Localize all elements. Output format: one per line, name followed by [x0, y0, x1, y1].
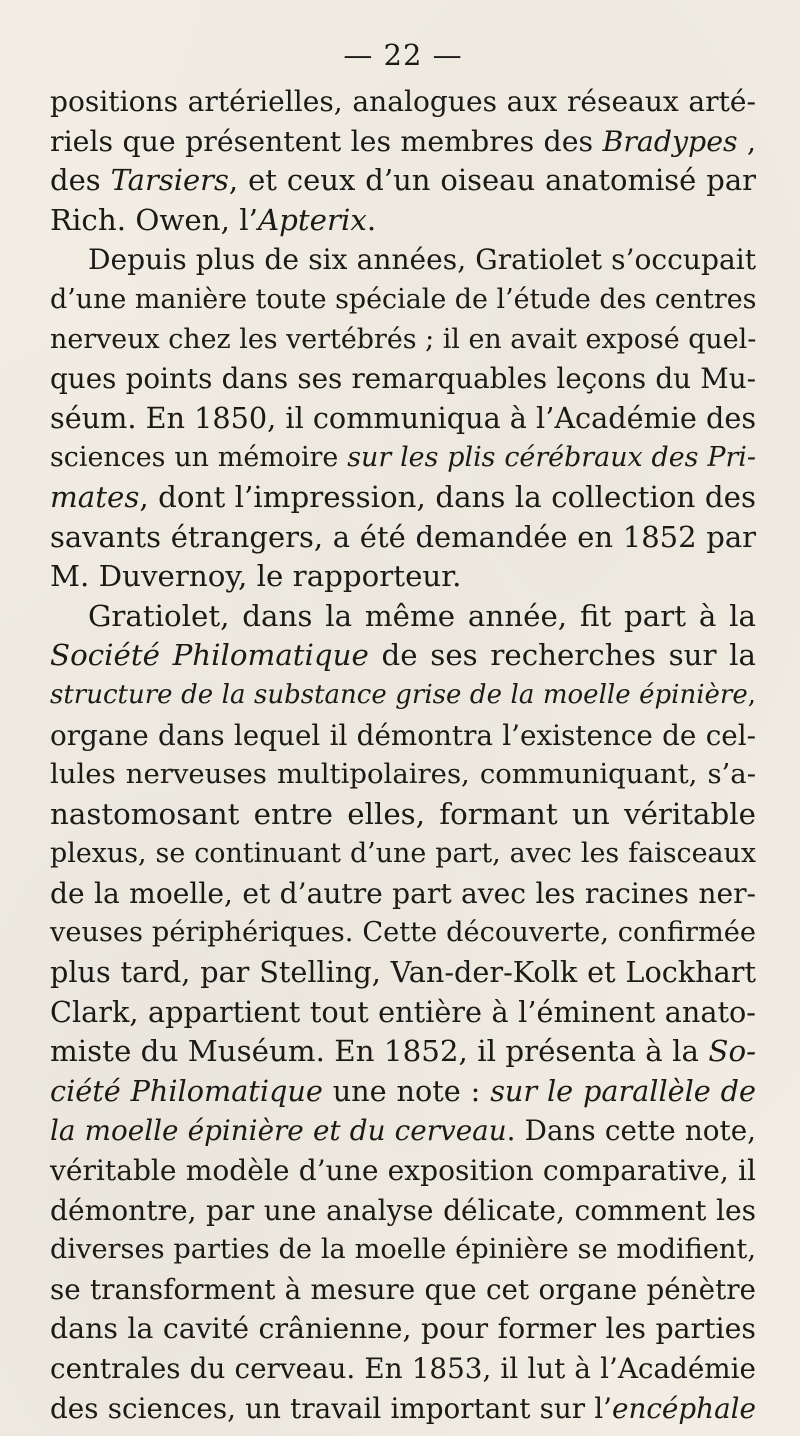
- text-line: [50, 1111, 756, 1151]
- text-line: [50, 399, 756, 439]
- roman-text: Gratiolet, dans la même année, fit part à la: [88, 598, 756, 633]
- body-text: [50, 82, 756, 1428]
- italic-text: sur les plis cérébraux des Pri-: [347, 442, 756, 474]
- text-line: [50, 122, 756, 162]
- italic-text: encéphale: [612, 1391, 756, 1425]
- roman-text: , et ceux d’un oiseau anatomisé par: [228, 163, 756, 198]
- italic-text: structure de la substance grise de la moelle épinière: [50, 679, 748, 710]
- roman-text: nastomosant entre elles, formant un véritable: [50, 796, 756, 831]
- roman-text: ,: [747, 679, 756, 710]
- roman-text: Rich. Owen, l’: [50, 202, 258, 237]
- roman-text: miste du Muséum. En 1852, il présenta à la: [50, 1034, 709, 1069]
- italic-text: sur le parallèle de: [490, 1073, 756, 1108]
- text-line: [50, 755, 756, 795]
- italic-text: Apterix: [257, 202, 367, 237]
- text-line: [50, 993, 756, 1033]
- roman-text: savants étrangers, a été demandée en 1852 par: [50, 519, 756, 554]
- roman-text: organe dans lequel il démontra l’existence de cel-: [50, 718, 756, 752]
- roman-text: centrales du cerveau. En 1853, il lut à l’Académie: [50, 1352, 756, 1385]
- text-line: [50, 1032, 756, 1072]
- roman-text: riels que présentent les membres des: [50, 124, 603, 158]
- text-line: [50, 320, 756, 360]
- text-line: [50, 676, 756, 716]
- roman-text: ,: [737, 124, 756, 158]
- italic-text: So-: [708, 1034, 756, 1069]
- roman-text: se transforment à mesure que cet organe pénètre: [50, 1272, 756, 1306]
- roman-text: séum. En 1850, il communiqua à l’Académie des: [50, 400, 757, 435]
- page-number: — 22 —: [343, 38, 463, 72]
- roman-text: nerveux chez les vertébrés ; il en avait exposé quel-: [50, 323, 757, 355]
- italic-text: Bradypes: [602, 124, 738, 158]
- roman-text: . Dans cette note,: [506, 1114, 756, 1148]
- roman-text: .: [366, 202, 377, 237]
- italic-text: Tarsiers: [110, 163, 229, 198]
- text-line: [50, 240, 756, 280]
- text-line: [50, 478, 756, 518]
- roman-text: des sciences, un travail important sur l’: [50, 1391, 613, 1425]
- roman-text: Clark, appartient tout entière à l’éminent anato-: [50, 994, 756, 1029]
- text-line: [50, 913, 756, 953]
- roman-text: une note :: [322, 1073, 491, 1108]
- text-line: [50, 82, 756, 122]
- text-line: [50, 953, 756, 993]
- text-line: [50, 438, 756, 478]
- roman-text: Depuis plus de six années, Gratiolet s’occupait: [88, 243, 756, 277]
- text-line: [50, 1309, 756, 1349]
- text-line: [50, 1230, 756, 1270]
- roman-text: démontre, par une analyse délicate, comment les: [50, 1193, 756, 1227]
- roman-text: de la moelle, et d’autre part avec les racines ner-: [50, 876, 756, 910]
- roman-text: diverses parties de la moelle épinière se modifient,: [50, 1234, 756, 1266]
- text-line: [50, 161, 756, 201]
- roman-text: ques points dans ses remarquables leçons du Mu-: [50, 362, 756, 396]
- roman-text: lules nerveuses multipolaires, communiquant, s’a-: [50, 758, 756, 791]
- text-line: [50, 636, 756, 676]
- roman-text: véritable modèle d’une exposition comparative, il: [50, 1154, 756, 1188]
- roman-text: plexus, se continuant d’une part, avec les faisceaux: [50, 838, 756, 870]
- text-line: [50, 1389, 756, 1429]
- roman-text: , dont l’impression, dans la collection des: [139, 479, 756, 514]
- text-line: [50, 1270, 756, 1310]
- text-line: [50, 280, 756, 320]
- roman-text: de ses recherches sur la: [368, 638, 757, 673]
- roman-text: dans la cavité crânienne, pour former les parties: [50, 1312, 756, 1346]
- italic-text: la moelle épinière et du cerveau: [50, 1114, 507, 1148]
- text-line: [50, 518, 756, 558]
- roman-text: d’une manière toute spéciale de l’étude des centres: [50, 283, 757, 315]
- roman-text: des: [50, 163, 111, 198]
- roman-text: sciences un mémoire: [50, 442, 348, 474]
- italic-text: ciété Philomatique: [50, 1073, 323, 1108]
- text-line: [50, 834, 756, 874]
- text-line: [50, 1349, 756, 1389]
- text-line: [50, 1191, 756, 1231]
- text-line: [50, 201, 756, 241]
- text-line: [50, 1151, 756, 1191]
- roman-text: M. Duvernoy, le rapporteur.: [50, 559, 462, 594]
- roman-text: plus tard, par Stelling, Van-der-Kolk et Lockhart: [50, 955, 756, 990]
- roman-text: positions artérielles, analogues aux réseaux arté-: [50, 85, 756, 118]
- roman-text: veuses périphériques. Cette découverte, confirmée: [50, 917, 756, 949]
- text-line: [50, 1072, 756, 1112]
- text-line: [50, 359, 756, 399]
- text-line: [50, 597, 756, 637]
- text-line: [50, 874, 756, 914]
- text-line: [50, 795, 756, 835]
- italic-text: Société Philomatique: [50, 638, 369, 673]
- text-line: [50, 557, 756, 597]
- italic-text: mates: [50, 479, 140, 514]
- text-line: [50, 716, 756, 756]
